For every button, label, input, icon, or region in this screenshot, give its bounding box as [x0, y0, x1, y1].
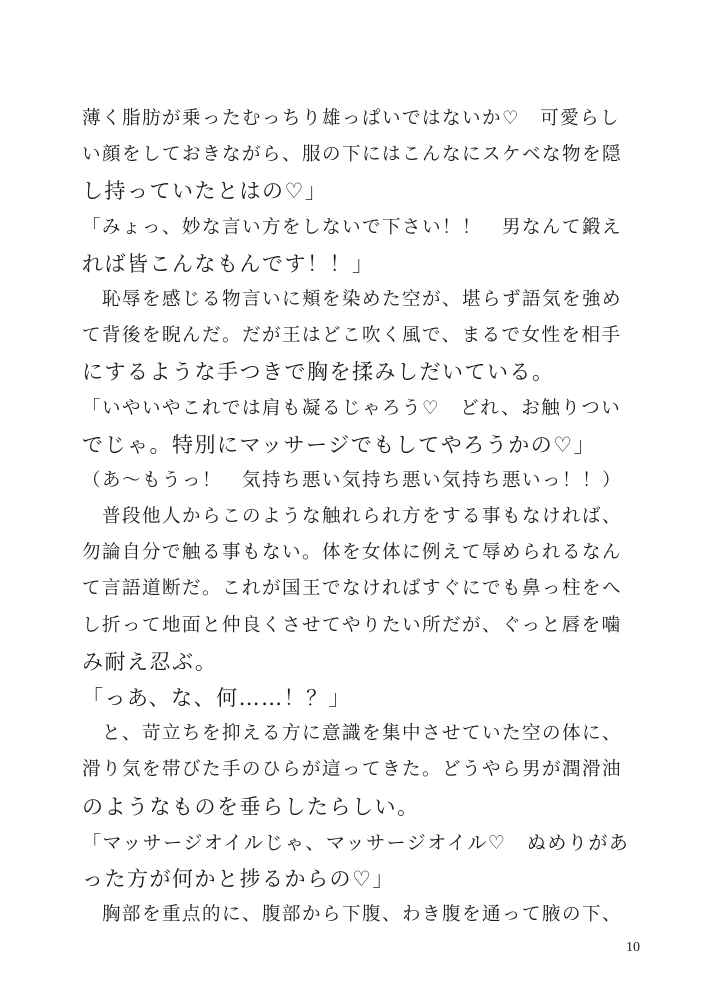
text-line: 胸部を重点的に、腹部から下腹、わき腹を通って腋の下、 [82, 904, 623, 926]
text-line: でじゃ。特別にマッサージでもしてやろうかの♡」 [82, 432, 597, 457]
text-line: 恥辱を感じる物言いに頬を染めた空が、堪らず語気を強め [82, 288, 623, 310]
text-line: し折って地面と仲良くさせてやりたい所だが、ぐっと唇を噛 [82, 614, 622, 636]
text-line: （あ〜もうっ！ 気持ち悪い気持ち悪い気持ち悪いっ！！） [82, 469, 623, 491]
text-line: 「みょっ、妙な言い方をしないで下さい！！ 男なんて鍛え [82, 216, 623, 238]
text-line: った方が何かと捗るからの♡」 [82, 866, 395, 891]
text-line: れば皆こんなもんです！！」 [82, 251, 375, 276]
text-line: 滑り気を帯びた手のひらが這ってきた。どうやら男が潤滑油 [82, 759, 623, 781]
text-line: 薄く脂肪が乗ったむっちり雄っぱいではないか♡ 可愛らし [82, 108, 621, 129]
text-line: い顔をしておきながら、服の下にはこんなにスケベな物を隠 [82, 144, 623, 166]
text-line: と、苛立ちを抑える方に意識を集中させていた空の体に、 [82, 723, 623, 745]
text-line: 勿論自分で触る事もない。体を女体に例えて辱められるなん [82, 542, 623, 564]
text-line: み耐え忍ぶ。 [82, 649, 218, 674]
body-text [82, 101, 632, 933]
text-line: て言語道断だ。これが国王でなければすぐにでも鼻っ柱をへ [82, 578, 623, 600]
text-line: し持っていたとはの♡」 [82, 179, 328, 204]
text-line: 普段他人からこのような触れられ方をする事もなければ、 [82, 506, 623, 528]
page-number: 10 [626, 940, 640, 955]
text-line: にするような手つきで胸を揉みしだいている。 [82, 360, 555, 385]
text-line: 「っあ、な、何……！？」 [82, 686, 352, 710]
text-line: 「マッサージオイルじゃ、マッサージオイル♡ ぬめりがあ [82, 831, 630, 854]
text-line: て背後を睨んだ。だが王はどこ吹く風で、まるで女性を相手 [82, 325, 622, 347]
text-line: 「いやいやこれでは肩も凝るじゃろう♡ どれ、お触りつい [82, 397, 622, 419]
text-line: のようなものを垂らしたらしい。 [82, 794, 420, 819]
